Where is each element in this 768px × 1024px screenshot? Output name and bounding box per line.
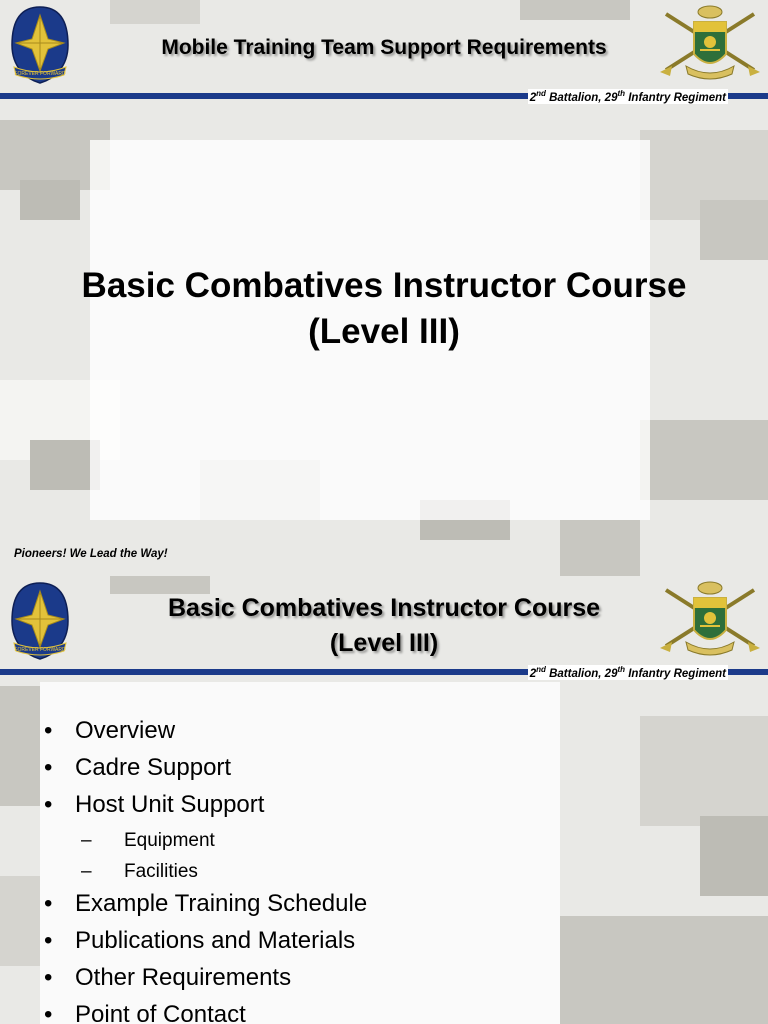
slide-course-agenda [0, 576, 768, 1024]
regimental-crest-icon [656, 0, 764, 84]
list-item [44, 790, 367, 827]
list-item-label: Other Requirements [75, 964, 292, 991]
bullet: • [44, 754, 53, 781]
unit-designation: 2nd Battalion, 29th Infantry Regiment [529, 89, 726, 104]
list-item [44, 926, 367, 963]
bullet: • [44, 1001, 53, 1024]
list-item-label: Cadre Support [75, 754, 232, 781]
list-item [44, 963, 367, 1000]
unit-crest-icon [8, 581, 72, 661]
slide-main-title-line1: Basic Combatives Instructor Course [81, 266, 687, 305]
bullet: • [44, 964, 53, 991]
list-item [44, 753, 367, 790]
sub-list-item [44, 858, 367, 889]
list-item [44, 716, 367, 753]
unit-designation: 2nd Battalion, 29th Infantry Regiment [529, 665, 726, 680]
regimental-crest-icon [656, 576, 764, 660]
bullet: • [44, 791, 53, 818]
list-item-label: Overview [75, 717, 176, 744]
list-item-label: Host Unit Support [75, 791, 265, 818]
slide-main-title-line2: (Level III) [308, 312, 460, 351]
bullet: • [44, 890, 53, 917]
unit-motto: Pioneers! We Lead the Way! [14, 548, 168, 560]
agenda-list [44, 716, 367, 1024]
slide-header-title: Mobile Training Team Support Requirements [161, 36, 607, 59]
sub-list-item-label: Facilities [124, 861, 198, 882]
bullet: • [44, 717, 53, 744]
list-item [44, 1000, 367, 1024]
unit-crest-icon [8, 5, 72, 85]
crest-motto: FOREVER FORWARD [14, 71, 66, 77]
sub-list-item-label: Equipment [124, 830, 215, 851]
list-item-label: Publications and Materials [75, 927, 356, 954]
list-item-label: Example Training Schedule [75, 890, 368, 917]
crest-motto: FOREVER FORWARD [14, 647, 66, 653]
slide-header-title-line1: Basic Combatives Instructor Course [167, 594, 601, 622]
sub-bullet: – [81, 830, 92, 851]
sub-bullet: – [81, 861, 92, 882]
sub-list-item [44, 827, 367, 858]
slide-header-title-line2: (Level III) [329, 629, 439, 657]
bullet: • [44, 927, 53, 954]
list-item-label: Point of Contact [75, 1001, 246, 1024]
list-item [44, 889, 367, 926]
